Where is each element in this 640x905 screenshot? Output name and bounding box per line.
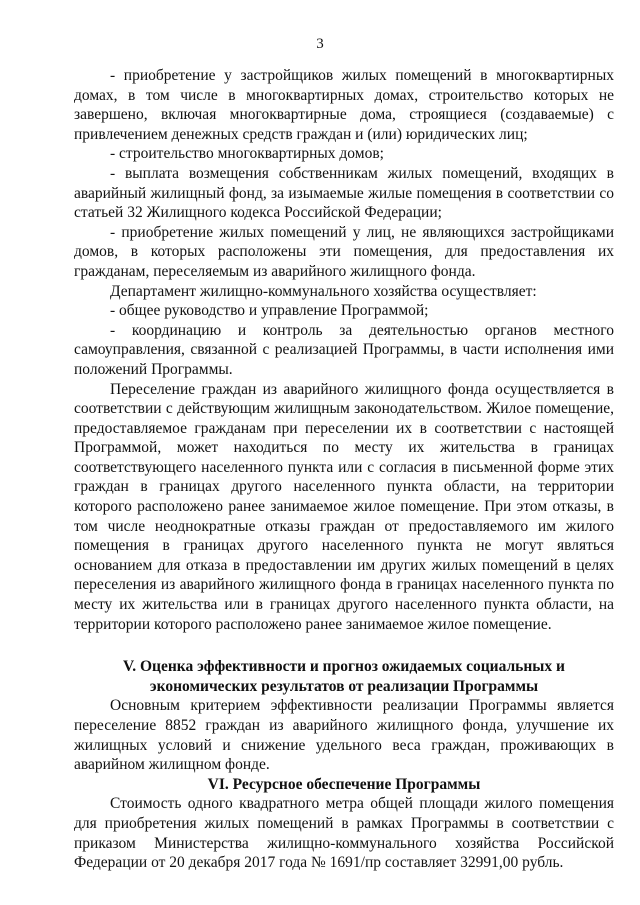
section-5-text: Основным критерием эффективности реализации Программы является переселение 8852 граждан из аварийного жилищного фонда, улучшение их жилищных условий и снижение удельного веса граждан, проживающих в аварийном жилищном фонде. [74, 697, 614, 774]
paragraph-coordination: - координацию и контроль за деятельностью органов местного самоуправления, связанной с реализацией Программы, в части исполнения ими положений Программы. [74, 321, 614, 378]
paragraph-construction: - строительство многоквартирных домов; [110, 145, 384, 163]
section-5-heading-line1: V. Оценка эффективности и прогноз ожидаемых социальных и [123, 658, 565, 676]
paragraph-compensation: - выплата возмещения собственникам жилых помещений, входящих в аварийный жилищный фонд, за изымаемые жилые помещения в соответствии со статьей 32 Жилищного кодекса Российской Федерации; [74, 164, 614, 222]
paragraph-acquisition-developers: - приобретение у застройщиков жилых помещений в многоквартирных домах, в том числе в многоквартирных домах, строительство которых не завершено, включая многоквартирные дома, строящиеся (создаваемые) с привлечением денежных средств граждан и (или) юридических лиц; [74, 67, 614, 143]
paragraph-department: Департамент жилищно-коммунального хозяйства осуществляет: [110, 282, 537, 300]
section-5-heading [74, 657, 614, 696]
paragraph-acquisition-nondevelopers: - приобретение жилых помещений у лиц, не являющихся застройщиками домов, в которых расположены эти помещения, для предоставления их гражданам, переселяемым из аварийного жилищного фонда. [74, 223, 614, 280]
paragraph-resettlement: Переселение граждан из аварийного жилищного фонда осуществляется в соответствии с действующим жилищным законодательством. Жилое помещение, предоставляемое гражданам при переселении их в соответствии с настоящей Программой, может находиться по месту их жительства в границах соответствующего населенного пункта или с согласия в письменной форме этих граждан в границах другого населенного пункта области, на территории которого расположено ранее занимаемое жилое помещение. При этом отказы, в том числе неоднократные отказы граждан от предоставляемого им жилого помещения в границах другого населенного пункта не могут являться основанием для отказа в предоставлении им других жилых помещений в целях переселения из аварийного жилищного фонда в границах населенного пункта по месту их жительства или в границах другого населенного пункта области, на территории которого расположено ранее занимаемое жилое помещение. [74, 380, 614, 633]
section-6-heading: VI. Ресурсное обеспечение Программы [207, 775, 481, 793]
document-body [74, 66, 614, 873]
page-number: 3 [316, 36, 324, 52]
section-5-heading-line2: экономических результатов от реализации Программы [149, 677, 539, 695]
section-6-text: Стоимость одного квадратного метра общей площади жилого помещения для приобретения жилых помещений в рамках Программы в соответствии с приказом Министерства жилищно-коммунального хозяйства Российской Федерации от 20 декабря 2017 года № 1691/пр составляет 32991,00 рубль. [74, 795, 614, 872]
paragraph-general-management: - общее руководство и управление Программой; [110, 302, 429, 320]
